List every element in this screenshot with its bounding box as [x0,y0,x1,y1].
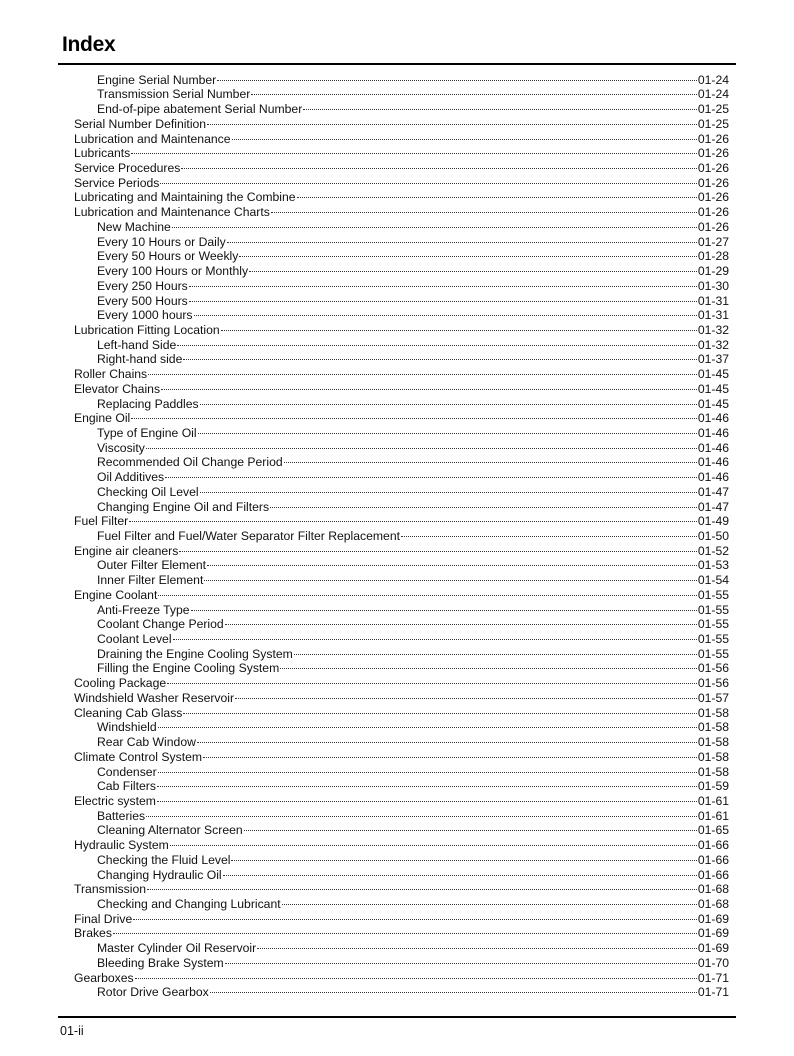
entry-label: Lubricating and Maintaining the Combine [74,190,296,205]
entry-label: Checking the Fluid Level [97,852,231,867]
entry-page-number: 01-61 [697,793,729,808]
entry-page-number: 01-55 [697,587,729,602]
entry-label: Type of Engine Oil [97,425,197,440]
entry-label: Bleeding Brake System [97,955,224,970]
entry-label: Rear Cab Window [97,735,196,750]
dot-leader [282,889,697,905]
entry-label: Windshield Washer Reservoir [74,690,235,705]
entry-page-number: 01-45 [697,396,729,411]
entry-label: Every 250 Hours [97,278,188,293]
dot-leader [227,227,697,243]
dot-leader [251,80,697,96]
dot-leader [113,919,697,935]
dot-leader [257,933,697,949]
entry-label: Replacing Paddles [97,396,199,411]
dot-leader [158,580,696,596]
index-subentry[interactable] [74,981,729,1000]
entry-page-number: 01-24 [697,87,729,102]
entry-page-number: 01-58 [697,720,729,735]
dot-leader [172,212,697,228]
dot-leader [183,698,696,714]
dot-leader [239,242,696,258]
footer-divider [58,1016,736,1018]
entry-label: Service Procedures [74,161,181,176]
entry-label: Brakes [74,926,112,941]
entry-page-number: 01-71 [697,985,729,1000]
entry-page-number: 01-25 [697,102,729,117]
entry-label: Final Drive [74,911,133,926]
entry-page-number: 01-66 [697,867,729,882]
entry-label: Cooling Package [74,676,167,691]
dot-leader [181,153,696,169]
entry-label: Hydraulic System [74,838,169,853]
dot-leader [146,801,697,817]
dot-leader [284,448,697,464]
entry-page-number: 01-29 [697,264,729,279]
dot-leader [170,830,697,846]
dot-leader [157,772,697,788]
entry-label: Right-hand side [97,352,183,367]
dot-leader [303,94,697,110]
entry-page-number: 01-46 [697,455,729,470]
entry-label: Gearboxes [74,970,134,985]
dot-leader [160,168,696,184]
entry-label: Every 500 Hours [97,293,188,308]
entry-page-number: 01-26 [697,131,729,146]
dot-leader [157,786,697,802]
dot-leader [210,978,697,994]
entry-page-number: 01-55 [697,617,729,632]
entry-page-number: 01-65 [697,823,729,838]
entry-page-number: 01-58 [697,705,729,720]
dot-leader [225,610,697,626]
entry-page-number: 01-46 [697,411,729,426]
dot-leader [191,595,697,611]
dot-leader [189,286,697,302]
entry-label: Every 100 Hours or Monthly [97,264,249,279]
entry-page-number: 01-26 [697,146,729,161]
dot-leader [135,963,697,979]
entry-page-number: 01-32 [697,337,729,352]
entry-page-number: 01-52 [697,543,729,558]
entry-page-number: 01-24 [697,72,729,87]
entry-label: Fuel Filter [74,514,129,529]
entry-label: Cab Filters [97,779,156,794]
dot-leader [200,477,697,493]
entry-page-number: 01-26 [697,190,729,205]
dot-leader [131,139,697,155]
dot-leader [244,816,697,832]
entry-label: Every 50 Hours or Weekly [97,249,239,264]
entry-page-number: 01-54 [697,573,729,588]
entry-label: Master Cylinder Oil Reservoir [97,941,257,956]
dot-leader [198,418,697,434]
entry-page-number: 01-69 [697,926,729,941]
entry-label: Cleaning Cab Glass [74,705,183,720]
dot-leader [297,183,697,199]
entry-page-number: 01-66 [697,852,729,867]
entry-label: Batteries [97,808,146,823]
entry-label: Windshield [97,720,157,735]
entry-page-number: 01-68 [697,896,729,911]
entry-label: Anti-Freeze Type [97,602,190,617]
entry-page-number: 01-61 [697,808,729,823]
entry-label: Checking and Changing Lubricant [97,896,281,911]
entry-label: Elevator Chains [74,381,161,396]
dot-leader [271,197,697,213]
entry-label: Checking Oil Level [97,484,199,499]
entry-page-number: 01-58 [697,764,729,779]
dot-leader [401,521,697,537]
entry-page-number: 01-47 [697,499,729,514]
dot-leader [179,536,696,552]
dot-leader [249,256,697,272]
entry-label: Coolant Change Period [97,617,224,632]
entry-page-number: 01-49 [697,514,729,529]
dot-leader [146,433,697,449]
dot-leader [147,875,697,891]
dot-leader [194,301,697,317]
entry-label: Transmission Serial Number [97,87,251,102]
entry-page-number: 01-55 [697,646,729,661]
entry-label: Rotor Drive Gearbox [97,985,209,1000]
dot-leader [173,624,697,640]
entry-page-number: 01-70 [697,955,729,970]
entry-page-number: 01-30 [697,278,729,293]
dot-leader [270,492,697,508]
entry-page-number: 01-69 [697,911,729,926]
entry-label: Service Periods [74,175,160,190]
entry-page-number: 01-46 [697,470,729,485]
entry-label: Lubrication and Maintenance Charts [74,205,270,220]
entry-page-number: 01-31 [697,293,729,308]
entry-label: Every 10 Hours or Daily [97,234,226,249]
dot-leader [221,315,697,331]
entry-label: Engine Coolant [74,587,158,602]
entry-label: Engine air cleaners [74,543,179,558]
entry-label: Oil Additives [97,470,165,485]
dot-leader [189,271,697,287]
entry-page-number: 01-46 [697,425,729,440]
entry-page-number: 01-69 [697,941,729,956]
entry-label: Transmission [74,882,147,897]
entry-page-number: 01-25 [697,116,729,131]
entry-page-number: 01-58 [697,749,729,764]
dot-leader [167,668,697,684]
dot-leader [217,65,697,81]
entry-page-number: 01-68 [697,882,729,897]
entry-label: Engine Oil [74,411,131,426]
dot-leader [133,904,697,920]
dot-leader [200,389,697,405]
entry-page-number: 01-45 [697,367,729,382]
dot-leader [177,330,697,346]
entry-page-number: 01-45 [697,381,729,396]
dot-leader [223,860,697,876]
dot-leader [131,404,697,420]
entry-page-number: 01-53 [697,558,729,573]
entry-page-number: 01-55 [697,602,729,617]
entry-page-number: 01-50 [697,529,729,543]
entry-label: Engine Serial Number [97,72,217,87]
dot-leader [165,462,697,478]
dot-leader [204,565,696,581]
entry-page-number: 01-55 [697,632,729,647]
index-list [74,68,729,1000]
dot-leader [203,742,697,758]
entry-label: Filling the Engine Cooling System [97,661,280,676]
entry-label: Cleaning Alternator Screen [97,823,243,838]
entry-label: Left-hand Side [97,337,177,352]
entry-label: Recommended Oil Change Period [97,455,283,470]
entry-page-number: 01-56 [697,661,729,676]
entry-label: Coolant Level [97,632,172,647]
page-number: 01-ii [60,1024,84,1038]
entry-page-number: 01-32 [697,322,729,337]
entry-label: Every 1000 hours [97,308,193,323]
dot-leader [232,124,697,140]
dot-leader [148,359,697,375]
dot-leader [294,639,697,655]
dot-leader [280,654,697,670]
dot-leader [129,507,697,523]
entry-page-number: 01-26 [697,205,729,220]
entry-label: Changing Engine Oil and Filters [97,499,270,514]
dot-leader [207,109,697,125]
entry-page-number: 01-47 [697,484,729,499]
entry-label: Serial Number Definition [74,116,207,131]
entry-label: Draining the Engine Cooling System [97,646,293,661]
entry-page-number: 01-66 [697,838,729,853]
entry-label: Fuel Filter and Fuel/Water Separator Filter Replacement [97,529,401,543]
entry-page-number: 01-46 [697,440,729,455]
entry-page-number: 01-27 [697,234,729,249]
dot-leader [235,683,697,699]
entry-page-number: 01-71 [697,970,729,985]
entry-page-number: 01-26 [697,219,729,234]
entry-label: Lubrication Fitting Location [74,322,220,337]
dot-leader [207,551,697,567]
entry-label: Electric system [74,793,156,808]
entry-label: New Machine [97,219,171,234]
entry-label: End-of-pipe abatement Serial Number [97,102,303,117]
dot-leader [225,948,697,964]
entry-label: Condenser [97,764,157,779]
entry-label: Outer Filter Element [97,558,207,573]
entry-page-number: 01-59 [697,779,729,794]
entry-label: Lubricants [74,146,131,161]
dot-leader [161,374,697,390]
dot-leader [197,727,697,743]
entry-page-number: 01-31 [697,308,729,323]
entry-label: Changing Hydraulic Oil [97,867,222,882]
page-title: Index [62,33,116,56]
entry-page-number: 01-28 [697,249,729,264]
entry-page-number: 01-57 [697,690,729,705]
entry-label: Climate Control System [74,749,203,764]
entry-page-number: 01-58 [697,735,729,750]
entry-label: Inner Filter Element [97,573,204,588]
entry-label: Roller Chains [74,367,148,382]
entry-label: Viscosity [97,440,145,455]
entry-label: Lubrication and Maintenance [74,131,231,146]
dot-leader [231,845,696,861]
dot-leader [183,345,696,361]
entry-page-number: 01-56 [697,676,729,691]
entry-page-number: 01-26 [697,161,729,176]
dot-leader [158,757,697,773]
entry-page-number: 01-37 [697,352,729,367]
dot-leader [158,713,697,729]
entry-page-number: 01-26 [697,175,729,190]
